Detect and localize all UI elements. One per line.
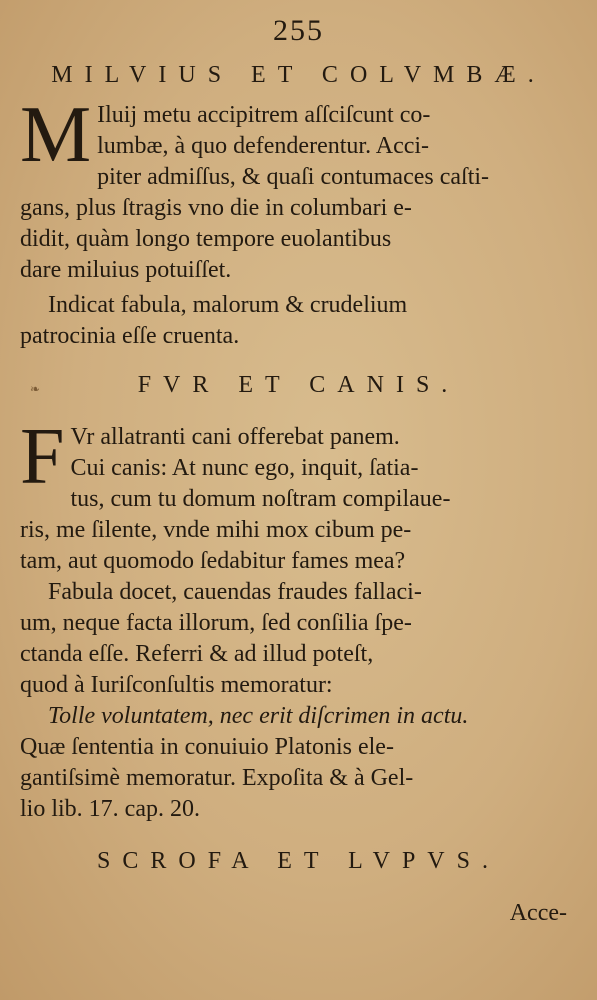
fable-body-fur: [20, 413, 576, 825]
fable-text-fur: [20, 413, 576, 577]
page-number: 255: [273, 14, 324, 47]
drop-cap: F: [20, 413, 65, 501]
text-line: ctanda eſſe. Referri & ad illud poteſt,: [20, 641, 374, 667]
text-line: tus, cum tu domum noſtram compilaue-: [70, 486, 451, 512]
text-line: ris, me ſilente, vnde mihi mox cibum pe-: [20, 517, 412, 543]
text-line: Indicat fabula, malorum & crudelium: [48, 292, 408, 318]
text-line: lumbæ, à quo defenderentur. Acci-: [97, 133, 430, 159]
fable-text-milvius: [20, 91, 576, 286]
text-line: piter admiſſus, & quaſi contumaces caſti-: [97, 164, 490, 190]
fable-title-scrofa: SCROFA ET LVPVS.: [97, 848, 500, 874]
quote-line: Tolle voluntatem, nec erit diſcrimen in actu.: [48, 703, 469, 729]
fable-title-fur: FVR ET CANIS.: [137, 372, 460, 398]
text-line: Vr allatranti cani offerebat panem.: [70, 424, 400, 450]
text-line: patrocinia eſſe cruenta.: [20, 323, 240, 349]
fable-moral-fur: [20, 577, 576, 825]
text-line: Iluij metu accipitrem aſſciſcunt co-: [97, 102, 431, 128]
text-line: Fabula docet, cauendas fraudes fallaci-: [48, 579, 422, 605]
text-line: Quæ ſententia in conuiuio Platonis ele-: [20, 734, 394, 760]
fable-moral-milvius: [20, 290, 576, 352]
text-line: Cui canis: At nunc ego, inquit, ſatia-: [70, 455, 419, 481]
fable-title-milvius: MILVIUS ET COLVMBÆ.: [51, 62, 546, 88]
text-line: gans, plus ſtragis vno die in columbari e-: [20, 195, 412, 221]
fable-body-milvius: [20, 91, 576, 352]
text-line: didit, quàm longo tempore euolantibus: [20, 226, 392, 252]
text-line: quod à Iuriſconſultis memoratur:: [20, 672, 333, 698]
text-line: tam, aut quomodo ſedabitur fames mea?: [20, 548, 406, 574]
text-line: dare miluius potuiſſet.: [20, 257, 232, 283]
text-line: um, neque facta illorum, ſed conſilia ſpe-: [20, 610, 412, 636]
ornament-icon: ❧: [30, 382, 41, 396]
drop-cap: M: [20, 91, 92, 179]
catchword: Acce-: [509, 900, 567, 926]
text-line: gantiſsimè memoratur. Expoſita & à Gel-: [20, 765, 414, 791]
text-line: lio lib. 17. cap. 20.: [20, 796, 200, 822]
